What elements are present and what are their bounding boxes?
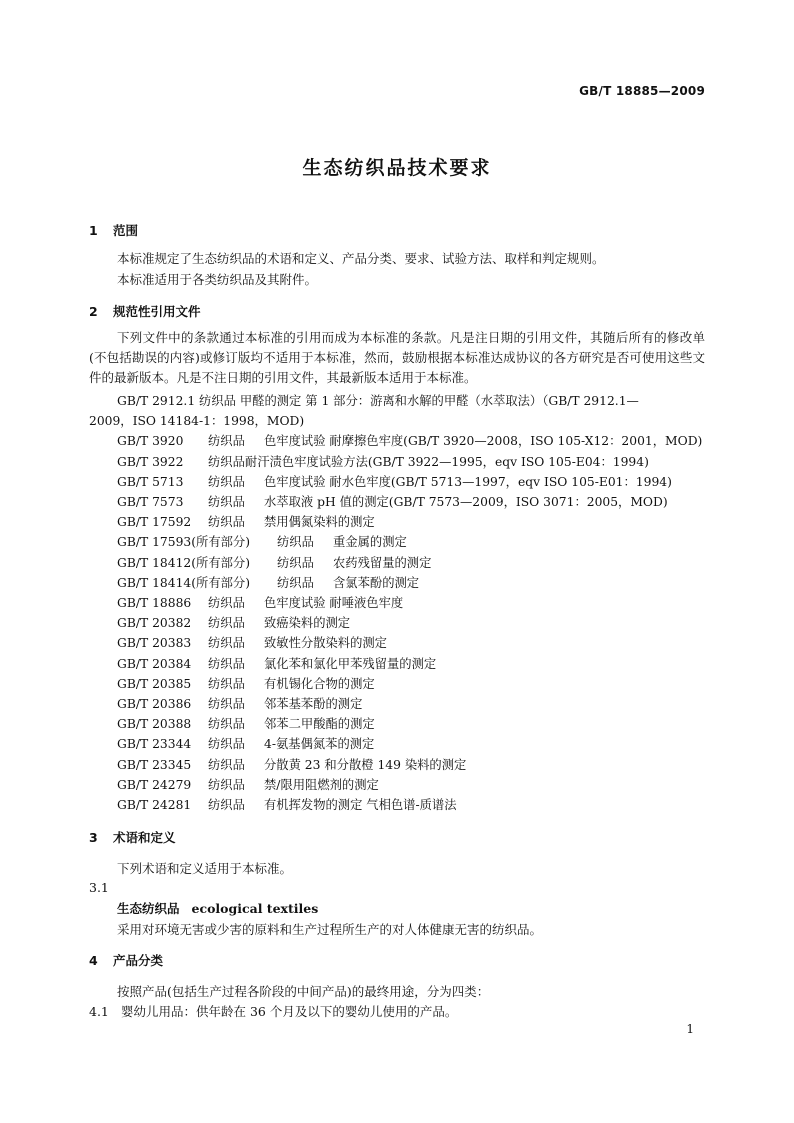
reference-item xyxy=(89,593,709,613)
section-2-title: 规范性引用文件 xyxy=(113,304,201,319)
reference-item-continuation: 2009，ISO 14184-1：1998，MOD) xyxy=(89,414,305,429)
reference-title: 4-氨基偶氮苯的测定 xyxy=(264,737,375,752)
section-2-heading xyxy=(89,302,201,320)
reference-category: 纺织品 xyxy=(208,434,245,449)
reference-code: GB/T 20384 xyxy=(117,656,192,671)
reference-category: 纺织品 xyxy=(208,495,245,510)
reference-title: 氯化苯和氯化甲苯残留量的测定 xyxy=(264,656,437,671)
section-1-number: 1 xyxy=(89,223,98,238)
reference-item xyxy=(89,734,709,754)
reference-title: 有机锡化合物的测定 xyxy=(264,676,375,691)
reference-item xyxy=(89,532,709,552)
clause-3-1-number: 3.1 xyxy=(89,880,109,895)
reference-item xyxy=(89,633,709,653)
reference-code: GB/T 20385 xyxy=(117,676,192,691)
reference-title: 有机挥发物的测定 气相色谱-质谱法 xyxy=(264,798,457,813)
reference-category: 纺织品 xyxy=(208,596,245,611)
reference-title: 纺织品耐汗渍色牢度试验方法(GB/T 3922—1995，eqv ISO 105-E04：1994) xyxy=(208,454,649,469)
reference-item xyxy=(89,795,709,815)
reference-item xyxy=(89,431,709,451)
reference-title: 水萃取液 pH 值的测定(GB/T 7573—2009，ISO 3071：2005，MOD) xyxy=(264,495,668,510)
section-4-title: 产品分类 xyxy=(113,953,164,968)
reference-category: 纺织品 xyxy=(208,656,245,671)
reference-category: 纺织品 xyxy=(208,737,245,752)
reference-title: 禁用偶氮染料的测定 xyxy=(264,515,375,530)
reference-category: 纺织品 xyxy=(208,636,245,651)
reference-item xyxy=(89,654,709,674)
reference-code: GB/T 18414(所有部分) xyxy=(117,575,251,590)
reference-code: GB/T 20388 xyxy=(117,717,192,732)
reference-title: 邻苯基苯酚的测定 xyxy=(264,697,363,712)
section-1-para-1: 本标准规定了生态纺织品的术语和定义、产品分类、要求、试验方法、取样和判定规则。 xyxy=(117,251,605,266)
term-definition: 采用对环境无害或少害的原料和生产过程所生产的对人体健康无害的纺织品。 xyxy=(117,922,543,937)
reference-code: GB/T 23344 xyxy=(117,737,192,752)
reference-item xyxy=(89,472,709,492)
reference-item xyxy=(89,553,709,573)
reference-code: GB/T 7573 xyxy=(117,495,184,510)
section-1-heading xyxy=(89,221,138,239)
reference-code: GB/T 24281 xyxy=(117,798,192,813)
reference-code: GB/T 24279 xyxy=(117,777,192,792)
reference-title: 含氯苯酚的测定 xyxy=(333,575,420,590)
reference-category: 纺织品 xyxy=(208,798,245,813)
reference-item xyxy=(89,714,709,734)
clause-4-1-number: 4.1 xyxy=(89,1004,109,1019)
reference-category: 纺织品 xyxy=(208,616,245,631)
reference-title: 色牢度试验 耐水色牢度(GB/T 5713—1997，eqv ISO 105-E01：1994) xyxy=(264,474,672,489)
section-4-intro: 按照产品(包括生产过程各阶段的中间产品)的最终用途，分为四类： xyxy=(117,984,490,999)
standard-code: GB/T 18885—2009 xyxy=(579,84,705,98)
section-4-heading xyxy=(89,951,163,969)
section-2-number: 2 xyxy=(89,304,98,319)
reference-code: GB/T 23345 xyxy=(117,757,192,772)
section-4-number: 4 xyxy=(89,953,98,968)
section-3-title: 术语和定义 xyxy=(113,830,176,845)
reference-title: 色牢度试验 耐摩擦色牢度(GB/T 3920—2008，ISO 105-X12：2001，MOD) xyxy=(264,434,703,449)
clause-4-1 xyxy=(89,1002,457,1020)
reference-item xyxy=(89,694,709,714)
reference-category: 纺织品 xyxy=(208,757,245,772)
reference-code: GB/T 20386 xyxy=(117,697,192,712)
reference-item xyxy=(89,755,709,775)
reference-category: 纺织品 xyxy=(277,575,314,590)
section-2-intro: 下列文件中的条款通过本标准的引用而成为本标准的条款。凡是注日期的引用文件，其随后所有的修改单(不包括勘误的内容)或修订版均不适用于本标准，然而，鼓励根据本标准达成协议的各方研究是否可使用这些文件的最新版本。凡是不注日期的引用文件，其最新版本适用于本标准。 xyxy=(89,330,705,385)
reference-category: 纺织品 xyxy=(208,717,245,732)
normative-reference-list xyxy=(89,391,709,815)
reference-title: 致癌染料的测定 xyxy=(264,616,351,631)
section-3-heading xyxy=(89,828,176,846)
reference-category: 纺织品 xyxy=(208,777,245,792)
section-3-number: 3 xyxy=(89,830,98,845)
reference-title: 邻苯二甲酸酯的测定 xyxy=(264,717,375,732)
reference-item xyxy=(89,775,709,795)
reference-code: GB/T 17593(所有部分) xyxy=(117,535,251,550)
reference-title: 分散黄 23 和分散橙 149 染料的测定 xyxy=(264,757,467,772)
page-number: 1 xyxy=(686,1022,694,1036)
reference-code: GB/T 3922 xyxy=(117,454,184,469)
section-3-intro: 下列术语和定义适用于本标准。 xyxy=(117,861,293,876)
term-entry xyxy=(117,899,318,917)
reference-item xyxy=(89,674,709,694)
reference-category: 纺织品 xyxy=(208,697,245,712)
reference-item xyxy=(89,573,709,593)
section-1-para-2: 本标准适用于各类纺织品及其附件。 xyxy=(117,272,318,287)
reference-category: 纺织品 xyxy=(277,535,314,550)
section-1-title: 范围 xyxy=(113,223,139,238)
clause-4-1-text: 婴幼儿用品：供年龄在 36 个月及以下的婴幼儿使用的产品。 xyxy=(121,1004,458,1019)
term-english: ecological textiles xyxy=(191,901,319,916)
term-chinese: 生态纺织品 xyxy=(117,901,180,916)
reference-code: GB/T 5713 xyxy=(117,474,184,489)
reference-code: GB/T 20382 xyxy=(117,616,192,631)
reference-category: 纺织品 xyxy=(208,474,245,489)
reference-code: GB/T 20383 xyxy=(117,636,192,651)
reference-code: GB/T 3920 xyxy=(117,434,184,449)
document-title: 生态纺织品技术要求 xyxy=(302,157,492,179)
reference-code: GB/T 17592 xyxy=(117,515,192,530)
reference-title: 色牢度试验 耐唾液色牢度 xyxy=(264,596,404,611)
reference-code: GB/T 18886 xyxy=(117,596,192,611)
reference-code: GB/T 18412(所有部分) xyxy=(117,555,251,570)
reference-category: 纺织品 xyxy=(208,676,245,691)
reference-item: GB/T 2912.1 纺织品 甲醛的测定 第 1 部分：游离和水解的甲醛（水萃取法）（GB/T 2912.1— xyxy=(117,394,639,408)
reference-title: 致敏性分散染料的测定 xyxy=(264,636,387,651)
reference-item xyxy=(89,492,709,512)
reference-category: 纺织品 xyxy=(277,555,314,570)
reference-title: 重金属的测定 xyxy=(333,535,407,550)
reference-title: 农药残留量的测定 xyxy=(333,555,432,570)
reference-item xyxy=(89,613,709,633)
reference-item xyxy=(89,512,709,532)
reference-title: 禁/限用阻燃剂的测定 xyxy=(264,777,379,792)
reference-item xyxy=(89,452,709,472)
reference-category: 纺织品 xyxy=(208,515,245,530)
